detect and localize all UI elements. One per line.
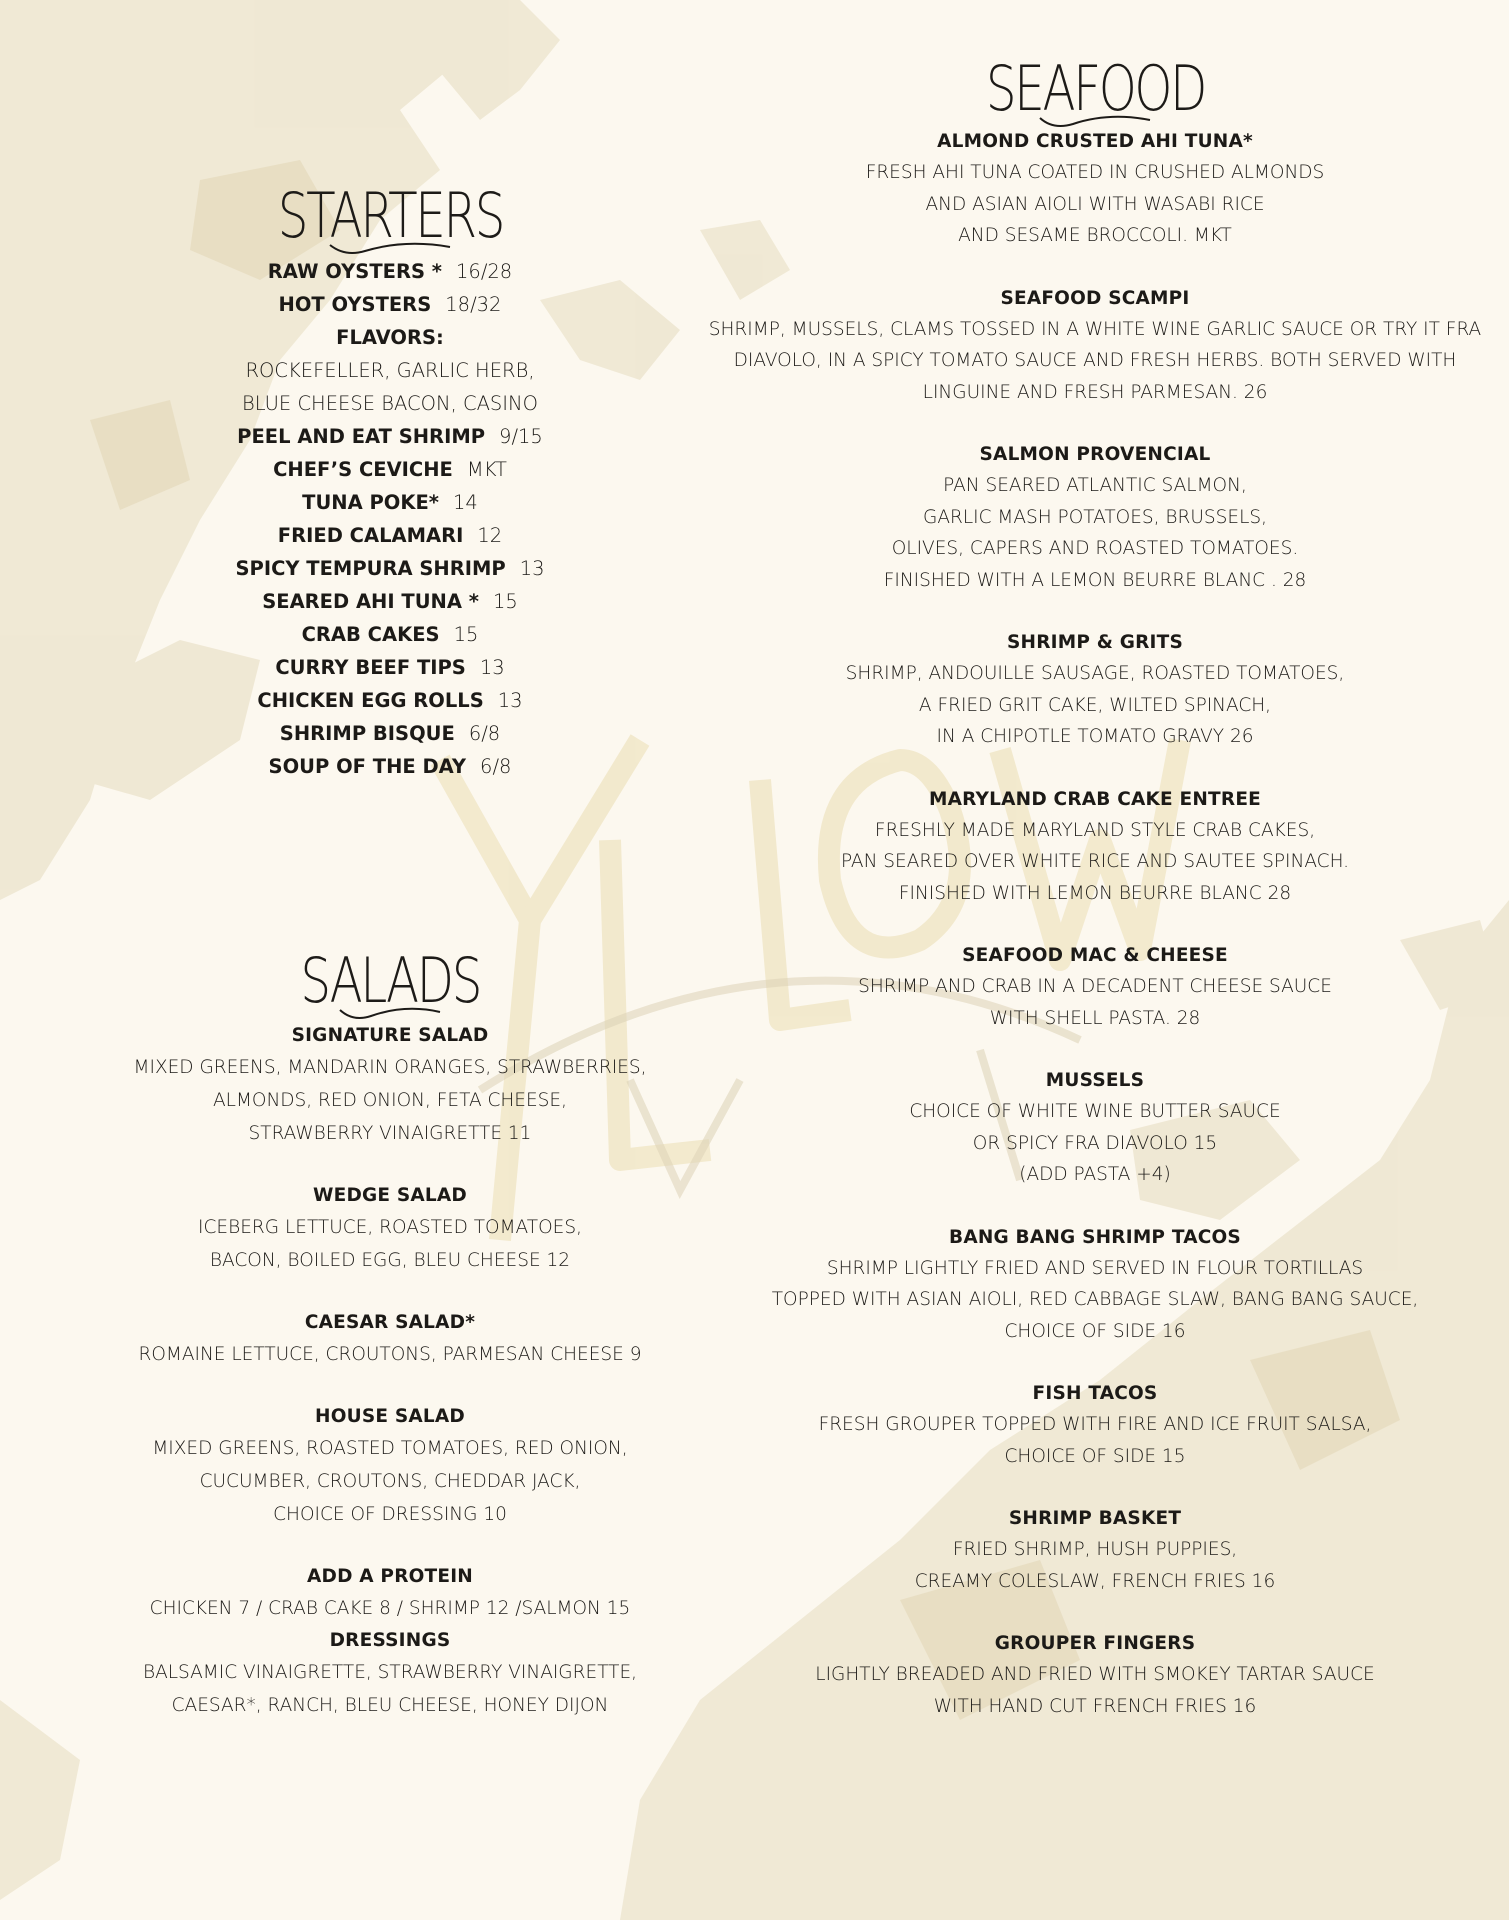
dish-name: MUSSELS xyxy=(1045,1070,1145,1091)
dish-name: WEDGE SALAD xyxy=(313,1185,467,1206)
dish-description: STRAWBERRY VINAIGRETTE 11 xyxy=(248,1123,532,1144)
dish-description: LINGUINE AND FRESH PARMESAN. 26 xyxy=(922,381,1268,403)
seafood-item xyxy=(690,784,1500,910)
salad-item xyxy=(80,1307,700,1371)
starters-title: STARTERS xyxy=(277,179,503,252)
dish-description: MIXED GREENS, MANDARIN ORANGES, STRAWBERRIES, xyxy=(133,1057,647,1078)
dish-name: HOUSE SALAD xyxy=(315,1406,465,1427)
dish-name: MARYLAND CRAB CAKE ENTREE xyxy=(929,788,1261,810)
dish-description: BALSAMIC VINAIGRETTE, STRAWBERRY VINAIGRETTE, xyxy=(142,1662,638,1683)
starter-item: CHEF’S CEVICHE MKT xyxy=(273,458,507,481)
dish-name: BANG BANG SHRIMP TACOS xyxy=(949,1226,1241,1248)
dish-description: PAN SEARED ATLANTIC SALMON, xyxy=(943,475,1247,496)
salads-title: SALADS xyxy=(300,944,480,1017)
dish-description: FINISHED WITH LEMON BEURRE BLANC 28 xyxy=(898,882,1292,904)
starter-item: CRAB CAKES 15 xyxy=(301,623,479,646)
starter-item: CHICKEN EGG ROLLS 13 xyxy=(257,689,523,712)
dish-description: SHRIMP, MUSSELS, CLAMS TOSSED IN A WHITE WINE GARLIC SAUCE OR TRY IT FRA xyxy=(708,318,1482,340)
dish-description: DIAVOLO, IN A SPICY TOMATO SAUCE AND FRESH HERBS. BOTH SERVED WITH xyxy=(733,350,1457,371)
dish-description: A FRIED GRIT CAKE, WILTED SPINACH, xyxy=(918,694,1272,716)
dish-description: ALMONDS, RED ONION, FETA CHEESE, xyxy=(212,1090,567,1111)
dish-description: AND SESAME BROCCOLI. MKT xyxy=(958,225,1232,246)
salad-item xyxy=(80,1180,700,1277)
starters-section xyxy=(80,179,700,783)
starter-item: SHRIMP BISQUE 6/8 xyxy=(279,722,501,745)
dish-description: ICEBERG LETTUCE, ROASTED TOMATOES, xyxy=(198,1217,582,1238)
seafood-item xyxy=(690,283,1500,409)
starters-list xyxy=(80,255,700,783)
dish-description: SHRIMP AND CRAB IN A DECADENT CHEESE SAUCE xyxy=(858,976,1332,997)
seafood-list xyxy=(690,126,1500,1722)
salad-item xyxy=(80,1625,700,1722)
seafood-item xyxy=(690,627,1500,753)
dish-description: CREAMY COLESLAW, FRENCH FRIES 16 xyxy=(914,1570,1276,1592)
dish-name: GROUPER FINGERS xyxy=(994,1633,1196,1654)
dish-description: (ADD PASTA +4) xyxy=(1019,1164,1171,1185)
dish-description: ROMAINE LETTUCE, CROUTONS, PARMESAN CHEESE 9 xyxy=(138,1344,642,1365)
dish-description: CHOICE OF SIDE 15 xyxy=(1004,1445,1186,1467)
seafood-item xyxy=(690,1065,1500,1191)
dish-description: FRESH AHI TUNA COATED IN CRUSHED ALMONDS xyxy=(865,162,1325,183)
dish-description: SHRIMP LIGHTLY FRIED AND SERVED IN FLOUR TORTILLAS xyxy=(826,1257,1364,1279)
dish-description: MIXED GREENS, ROASTED TOMATOES, RED ONION, xyxy=(152,1438,628,1459)
starter-item: FLAVORS: xyxy=(336,326,444,349)
dish-name: SEAFOOD SCAMPI xyxy=(1000,287,1190,309)
starter-flavor-line: BLUE CHEESE BACON, CASINO xyxy=(241,392,538,415)
salad-item xyxy=(80,1561,700,1625)
starter-item: HOT OYSTERS 18/32 xyxy=(278,293,502,316)
seafood-item xyxy=(690,126,1500,252)
dish-description: GARLIC MASH POTATOES, BRUSSELS, xyxy=(922,506,1268,528)
starter-flavor-line: ROCKEFELLER, GARLIC HERB, xyxy=(245,359,535,382)
starter-item: CURRY BEEF TIPS 13 xyxy=(275,656,505,679)
seafood-section xyxy=(690,52,1500,1722)
dish-name: ADD A PROTEIN xyxy=(307,1566,473,1587)
dish-description: FRESHLY MADE MARYLAND STYLE CRAB CAKES, xyxy=(874,819,1316,841)
dish-name: SIGNATURE SALAD xyxy=(291,1025,489,1046)
seafood-item xyxy=(690,940,1500,1034)
starter-item: TUNA POKE* 14 xyxy=(302,491,478,514)
dish-name: DRESSINGS xyxy=(329,1630,451,1651)
dish-description: BACON, BOILED EGG, BLEU CHEESE 12 xyxy=(209,1250,571,1271)
seafood-item xyxy=(690,1628,1500,1722)
starter-item: SOUP OF THE DAY 6/8 xyxy=(268,755,512,778)
dish-name: CAESAR SALAD* xyxy=(304,1312,476,1333)
dish-description: CHOICE OF WHITE WINE BUTTER SAUCE xyxy=(909,1101,1281,1122)
salad-item xyxy=(80,1401,700,1531)
dish-name: SHRIMP & GRITS xyxy=(1007,632,1183,653)
dish-description: IN A CHIPOTLE TOMATO GRAVY 26 xyxy=(936,726,1254,747)
salads-section xyxy=(80,944,700,1722)
dish-description: SHRIMP, ANDOUILLE SAUSAGE, ROASTED TOMATOES, xyxy=(845,663,1345,684)
dish-name: ALMOND CRUSTED AHI TUNA* xyxy=(937,131,1253,152)
starter-item: PEEL AND EAT SHRIMP 9/15 xyxy=(237,425,543,448)
dish-description: OLIVES, CAPERS AND ROASTED TOMATOES. xyxy=(891,538,1299,559)
dish-name: SALMON PROVENCIAL xyxy=(979,444,1211,465)
starter-item: SEARED AHI TUNA * 15 xyxy=(262,590,518,613)
salads-list xyxy=(80,1020,700,1722)
seafood-item xyxy=(690,439,1500,596)
starter-item: RAW OYSTERS * 16/28 xyxy=(267,260,513,283)
dish-description: TOPPED WITH ASIAN AIOLI, RED CABBAGE SLAW, BANG BANG SAUCE, xyxy=(771,1289,1419,1310)
dish-description: PAN SEARED OVER WHITE RICE AND SAUTEE SPINACH. xyxy=(840,851,1350,872)
dish-description: CAESAR*, RANCH, BLEU CHEESE, HONEY DIJON xyxy=(171,1695,609,1716)
dish-description: LIGHTLY BREADED AND FRIED WITH SMOKEY TARTAR SAUCE xyxy=(815,1664,1375,1685)
dish-description: CHOICE OF SIDE 16 xyxy=(1004,1320,1186,1342)
dish-name: SEAFOOD MAC & CHEESE xyxy=(962,945,1228,966)
dish-description: AND ASIAN AIOLI WITH WASABI RICE xyxy=(925,193,1265,215)
dish-description: CHOICE OF DRESSING 10 xyxy=(273,1504,507,1525)
dish-description: FRIED SHRIMP, HUSH PUPPIES, xyxy=(952,1539,1238,1560)
seafood-title: SEAFOOD xyxy=(985,52,1205,125)
dish-description: FRESH GROUPER TOPPED WITH FIRE AND ICE FRUIT SALSA, xyxy=(818,1414,1372,1435)
dish-description: WITH SHELL PASTA. 28 xyxy=(989,1007,1201,1029)
dish-name: FISH TACOS xyxy=(1032,1383,1158,1404)
seafood-item xyxy=(690,1378,1500,1472)
starter-item: SPICY TEMPURA SHRIMP 13 xyxy=(235,557,545,580)
dish-name: SHRIMP BASKET xyxy=(1008,1508,1182,1529)
seafood-item xyxy=(690,1222,1500,1348)
dish-description: CUCUMBER, CROUTONS, CHEDDAR JACK, xyxy=(199,1471,581,1492)
dish-description: WITH HAND CUT FRENCH FRIES 16 xyxy=(933,1695,1257,1717)
dish-description: CHICKEN 7 / CRAB CAKE 8 / SHRIMP 12 /SALMON 15 xyxy=(149,1598,631,1619)
seafood-item xyxy=(690,1503,1500,1597)
salad-item xyxy=(80,1020,700,1150)
dish-description: OR SPICY FRA DIAVOLO 15 xyxy=(972,1132,1218,1154)
dish-description: FINISHED WITH A LEMON BEURRE BLANC . 28 xyxy=(883,569,1307,591)
starter-item: FRIED CALAMARI 12 xyxy=(277,524,503,547)
